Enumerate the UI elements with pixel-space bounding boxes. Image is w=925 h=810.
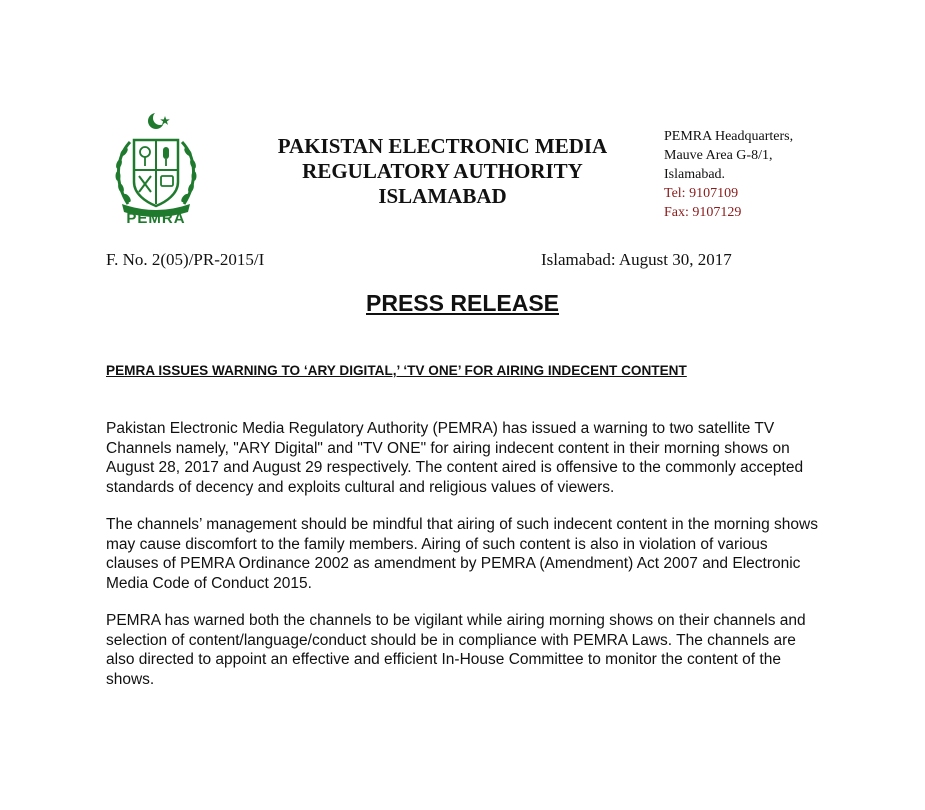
logo-text: PEMRA — [126, 210, 186, 227]
body-text — [106, 419, 818, 707]
org-title-line: PAKISTAN ELECTRONIC MEDIA — [277, 134, 608, 158]
org-title-line: REGULATORY AUTHORITY — [302, 159, 583, 183]
address-block — [664, 127, 864, 222]
dateline: Islamabad: August 30, 2017 — [541, 250, 732, 269]
file-number: F. No. 2(05)/PR-2015/I — [106, 250, 265, 269]
address-line: Mauve Area G-8/1, — [664, 148, 773, 163]
fax: Fax: 9107129 — [664, 205, 742, 220]
organization-title — [250, 134, 635, 209]
paragraph: PEMRA has warned both the channels to be vigilant while airing morning shows on their channels and selection of content/language/conduct should be in compliance with PEMRA Laws. The channels are also directed to appoint an effective and efficient In-House Committee to monitor the content of the shows. — [106, 612, 806, 688]
paragraph: Pakistan Electronic Media Regulatory Authority (PEMRA) has issued a warning to two satellite TV Channels namely, "ARY Digital" and "TV ONE" for airing indecent content in their morning shows on August 28, 2017 and August 29 respectively. The content aired is offensive to the commonly accepted standards of decency and exploits cultural and religious values of viewers. — [106, 420, 804, 496]
address-line: Islamabad. — [664, 167, 726, 182]
org-title-line: ISLAMABAD — [378, 184, 507, 208]
paragraph: The channels’ management should be mindful that airing of such indecent content in the morning shows may cause discomfort to the family members. Airing of such content is also in violation of various clauses of PEMRA Ordinance 2002 as amendment by PEMRA (Amendment) Act 2007 and Electronic Media Code of Conduct 2015. — [106, 516, 818, 592]
headline: PEMRA ISSUES WARNING TO ‘ARY DIGITAL,’ ‘TV ONE’ FOR AIRING INDECENT CONTENT — [106, 363, 687, 378]
telephone: Tel: 9107109 — [664, 186, 739, 201]
document-title: PRESS RELEASE — [366, 290, 559, 316]
address-line: PEMRA Headquarters, — [664, 129, 794, 144]
